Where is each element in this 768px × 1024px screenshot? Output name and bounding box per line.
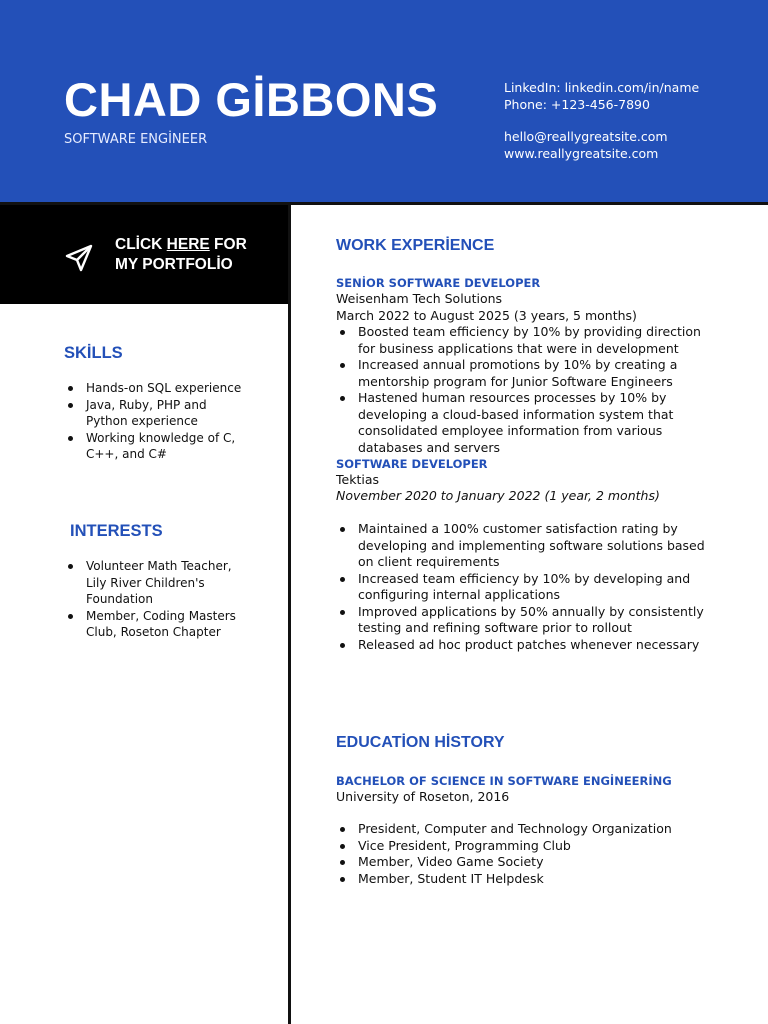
list-item: Boosted team efficiency by 10% by providing direction for business applications that were in development [336,324,721,357]
phone-number: Phone: +123-456-7890 [504,96,650,112]
job-title: SOFTWARE DEVELOPER [336,457,488,471]
job-bullets [336,324,721,456]
list-item: Hastened human resources processes by 10% by developing a cloud-based information system that consolidated employee information from various databases and servers [336,390,721,456]
list-item: Maintained a 100% customer satisfaction rating by developing and implementing software solutions based on client requirements [336,521,721,571]
linkedin-link[interactable]: LinkedIn: linkedin.com/in/name [504,80,700,95]
job-company: Weisenham Tech Solutions [336,291,503,306]
job-title: SENİOR SOFTWARE DEVELOPER [336,276,541,290]
interests-title: INTERESTS [70,522,163,540]
list-item: Volunteer Math Teacher, Lily River Children's Foundation [64,558,244,608]
contact-block [504,80,754,162]
school-name: University of Roseton, 2016 [336,789,510,804]
list-item: Member, Student IT Helpdesk [336,871,721,888]
list-item: Increased annual promotions by 10% by creating a mentorship program for Junior Software Engineers [336,357,721,390]
list-item: Member, Coding Masters Club, Roseton Chapter [64,608,244,641]
contact-gap [504,113,754,129]
skills-list [64,380,244,463]
candidate-role: SOFTWARE ENGİNEER [64,132,208,147]
resume-header [0,0,768,202]
website-link[interactable]: www.reallygreatsite.com [504,145,659,161]
education-bullets [336,821,721,887]
work-experience-title: WORK EXPERİENCE [336,237,495,254]
candidate-name: CHAD GİBBONS [64,73,439,126]
job-dates: November 2020 to January 2022 (1 year, 2 months) [336,488,660,503]
list-item: Java, Ruby, PHP and Python experience [64,397,244,430]
portfolio-suffix: FOR [209,236,247,253]
job-dates: March 2022 to August 2025 (3 years, 5 months) [336,308,637,323]
skills-title: SKİLLS [64,344,123,362]
send-arrow-icon [64,243,94,273]
interests-list [64,558,244,641]
list-item: President, Computer and Technology Organization [336,821,721,838]
degree-title: BACHELOR OF SCIENCE IN SOFTWARE ENGİNEERİNG [336,774,672,788]
list-item: Hands-on SQL experience [64,380,244,397]
education-title: EDUCATİON HİSTORY [336,734,505,751]
job-bullets [336,521,721,653]
list-item: Released ad hoc product patches whenever necessary [336,637,721,654]
list-item: Improved applications by 50% annually by consistently testing and refining software prior to rollout [336,604,721,637]
job-company: Tektias [336,472,379,487]
portfolio-prefix: CLİCK [115,236,167,253]
portfolio-line2: MY PORTFOLİO [115,256,233,273]
portfolio-text [115,235,275,275]
portfolio-banner [0,205,288,304]
vertical-divider [288,202,291,1024]
email-link[interactable]: hello@reallygreatsite.com [504,129,668,144]
portfolio-link[interactable]: HERE [166,236,210,253]
list-item: Working knowledge of C, C++, and C# [64,430,244,463]
list-item: Increased team efficiency by 10% by developing and configuring internal applications [336,571,721,604]
list-item: Member, Video Game Society [336,854,721,871]
list-item: Vice President, Programming Club [336,838,721,855]
